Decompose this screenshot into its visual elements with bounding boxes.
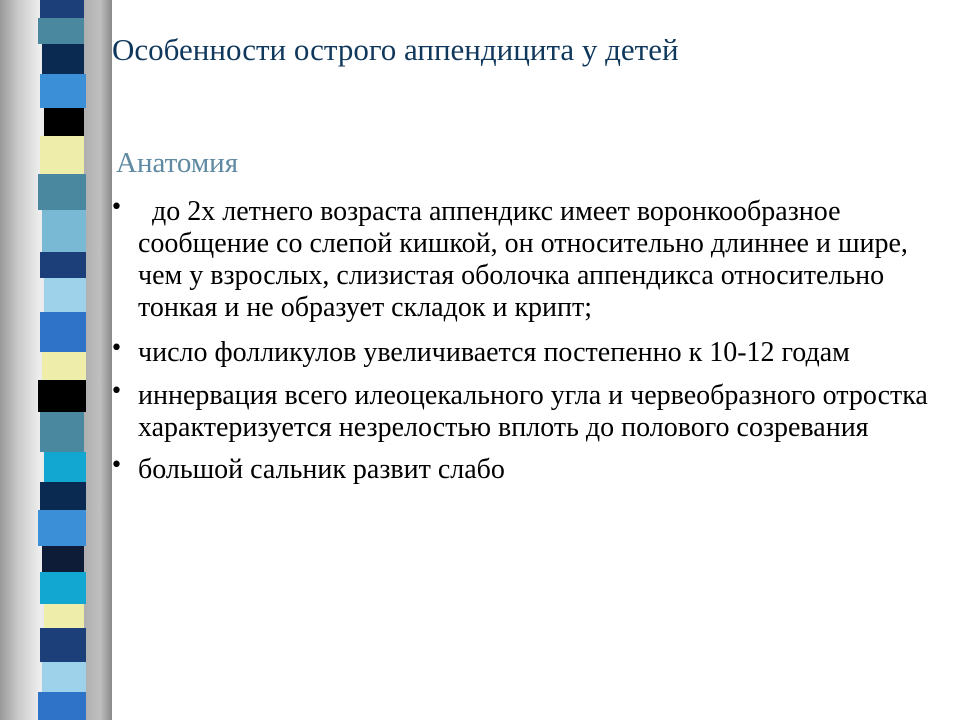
stripe-block — [42, 352, 86, 380]
stripe-block — [42, 210, 86, 252]
bullet-marker: • — [110, 336, 123, 361]
stripe-block — [42, 44, 84, 74]
stripe-block — [40, 572, 86, 604]
stripe-block — [38, 692, 86, 720]
stripe-block — [44, 278, 86, 312]
stripe-block — [40, 252, 86, 278]
decorative-color-stripe — [38, 0, 88, 720]
stripe-block — [40, 0, 84, 18]
stripe-block — [42, 662, 86, 692]
bullet-item — [108, 454, 958, 486]
stripe-block — [44, 452, 86, 482]
bullet-text: до 2х летнего возраста аппендикс имеет воронкообразное сообщение со слепой кишкой, он относительно длиннее и шире, чем у взрослых, слизистая оболочка аппендикса относительно тонкая и не образует складок и крипт; — [138, 196, 915, 323]
stripe-block — [40, 482, 86, 510]
stripe-block — [42, 546, 84, 572]
stripe-block — [44, 108, 84, 136]
stripe-block — [38, 18, 84, 44]
stripe-block — [38, 510, 86, 546]
bullet-item — [108, 380, 958, 444]
stripe-block — [44, 604, 84, 628]
bullet-text: большой сальник развит слабо — [138, 454, 505, 485]
slide-title: Особенности острого аппендицита у детей — [112, 32, 679, 67]
bullet-item — [108, 337, 958, 369]
stripe-block — [40, 412, 84, 452]
stripe-block — [40, 628, 86, 662]
bullet-text: иннервация всего илеоцекального угла и червеобразного отростка характеризуется незрелостью вплоть до полового созревания — [138, 380, 928, 443]
bullet-item — [108, 196, 958, 324]
stripe-block — [40, 74, 86, 108]
bullet-marker: • — [110, 379, 123, 404]
bullet-text: число фолликулов увеличивается постепенно к 10-12 годам — [138, 337, 850, 368]
stripe-block — [40, 312, 86, 352]
bullet-marker: • — [110, 195, 123, 220]
section-heading: Анатомия — [116, 147, 239, 179]
bullet-list — [108, 196, 958, 500]
stripe-block — [38, 174, 86, 210]
stripe-block — [40, 136, 84, 174]
bullet-marker: • — [110, 453, 123, 478]
stripe-block — [38, 380, 86, 412]
